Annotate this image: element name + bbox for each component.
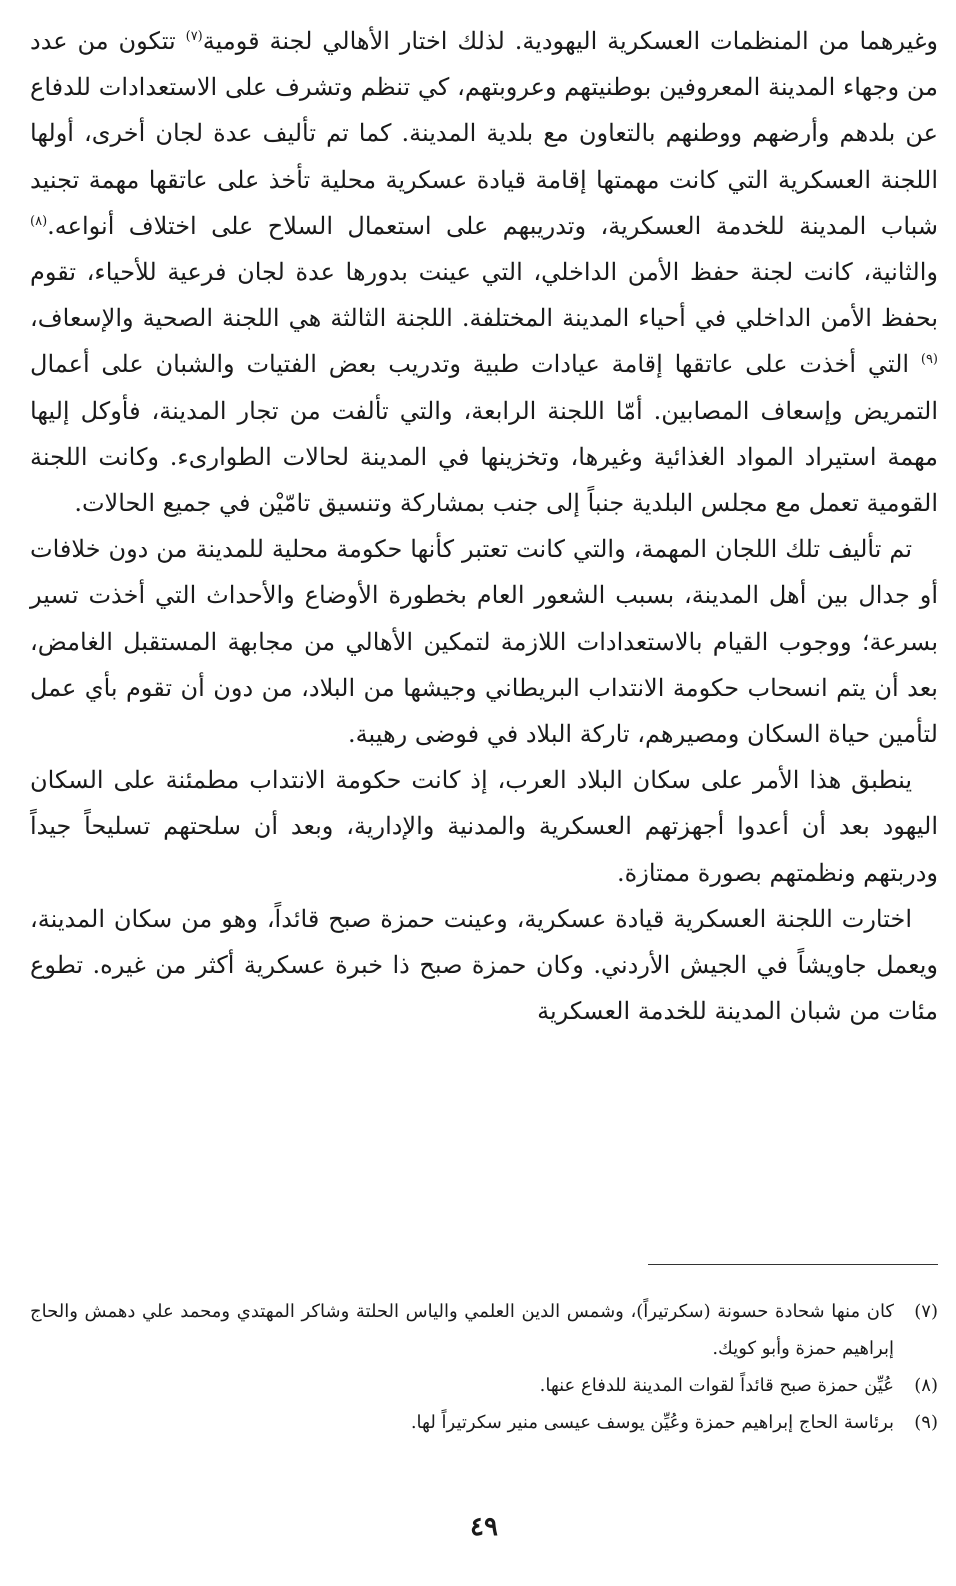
paragraph-1 [30,18,938,526]
paragraph-1-part-3: والثانية، كانت لجنة حفظ الأمن الداخلي، التي عينت بدورها عدة لجان فرعية للأحياء، تقوم بحفظ الأمن الداخلي في أحياء المدينة المختلفة. اللجنة الثالثة هي اللجنة الصحية والإسعاف، [30,258,938,333]
footnote-number: (٧) [914,1301,938,1322]
paragraph-3: ينطبق هذا الأمر على سكان البلاد العرب، إذ كانت حكومة الانتداب مطمئنة على السكان اليهود بعد أن أعدوا أجهزتهم العسكرية والمدنية والإدارية، وبعد أن سلحتهم تسليحاً جيداً ودربتهم ونظمتهم بصورة ممتازة. [30,766,938,887]
paragraph-2: تم تأليف تلك اللجان المهمة، والتي كانت تعتبر كأنها حكومة محلية للمدينة من دون خلافات أو جدال بين أهل المدينة، بسبب الشعور العام بخطورة الأوضاع والأحداث التي أخذت تسير بسرعة؛ ووجوب القيام بالاستعدادات اللازمة لتمكين الأهالي من مجابهة المستقبل الغامض، بعد أن يتم انسحاب حكومة الانتداب البريطاني وجيشها من البلاد، من دون أن تقوم بأي عمل لتأمين حياة السكان ومصيرهم، تاركة البلاد في فوضى رهيبة. [30,535,938,749]
footnote-divider [648,1264,938,1265]
footnote-text: كان منها شحادة حسونة (سكرتيراً)، وشمس الدين العلمي والياس الحلتة وشاكر المهتدي ومحمد علي دهمش والحاج إبراهيم حمزة وأبو كويك. [30,1301,894,1359]
paragraph-1-part-1: وغيرهما من المنظمات العسكرية اليهودية. لذلك اختار الأهالي لجنة قومية [202,27,938,55]
page-number: ٤٩ [470,1512,498,1542]
footnote-8 [30,1367,938,1404]
footnote-ref-8[interactable]: (٨) [30,213,48,229]
footnote-ref-9[interactable]: (٩) [920,352,938,368]
footnote-text: عُيِّن حمزة صبح قائداً لقوات المدينة للدفاع عنها. [539,1375,894,1396]
book-page [30,18,938,1568]
footnote-9 [30,1404,938,1441]
footnote-number: (٩) [914,1412,938,1433]
footnote-7 [30,1293,938,1367]
footnote-text: برئاسة الحاج إبراهيم حمزة وعُيِّن يوسف عيسى منير سكرتيراً لها. [410,1412,894,1433]
main-text [30,18,938,1034]
paragraph-1-part-4: التي أخذت على عاتقها إقامة عيادات طبية وتدريب بعض الفتيات والشبان على أعمال التمريض وإسعاف المصابين. أمّا اللجنة الرابعة، والتي تألفت من تجار المدينة، فأوكل إليها مهمة استيراد المواد الغذائية وغيرها، وتخزينها في المدينة لحالات الطوارىء. وكانت اللجنة القومية تعمل مع مجلس البلدية جنباً إلى جنب بمشاركة وتنسيق تامّيْن في جميع الحالات. [30,350,938,518]
footnote-ref-7[interactable]: (٧) [185,29,203,44]
footnotes [30,1293,938,1441]
paragraph-4: اختارت اللجنة العسكرية قيادة عسكرية، وعينت حمزة صبح قائداً، وهو من سكان المدينة، ويعمل جاويشاً في الجيش الأردني. وكان حمزة صبح ذا خبرة عسكرية أكثر من غيره. تطوع مئات من شبان المدينة للخدمة العسكرية [30,904,938,1026]
footnote-number: (٨) [914,1375,938,1396]
paragraph-1-part-2: تتكون من عدد من وجهاء المدينة المعروفين بوطنيتهم وعروبتهم، كي تنظم وتشرف على الاستعدادات للدفاع عن بلدهم وأرضهم ووطنهم بالتعاون مع بلدية المدينة. كما تم تأليف عدة لجان أخرى، أولها اللجنة العسكرية التي كانت مهمتها إقامة قيادة عسكرية محلية تأخذ على عاتقها مهمة تجنيد شباب المدينة للخدمة العسكرية، وتدريبهم على استعمال السلاح على اختلاف أنواعه. [30,27,938,240]
